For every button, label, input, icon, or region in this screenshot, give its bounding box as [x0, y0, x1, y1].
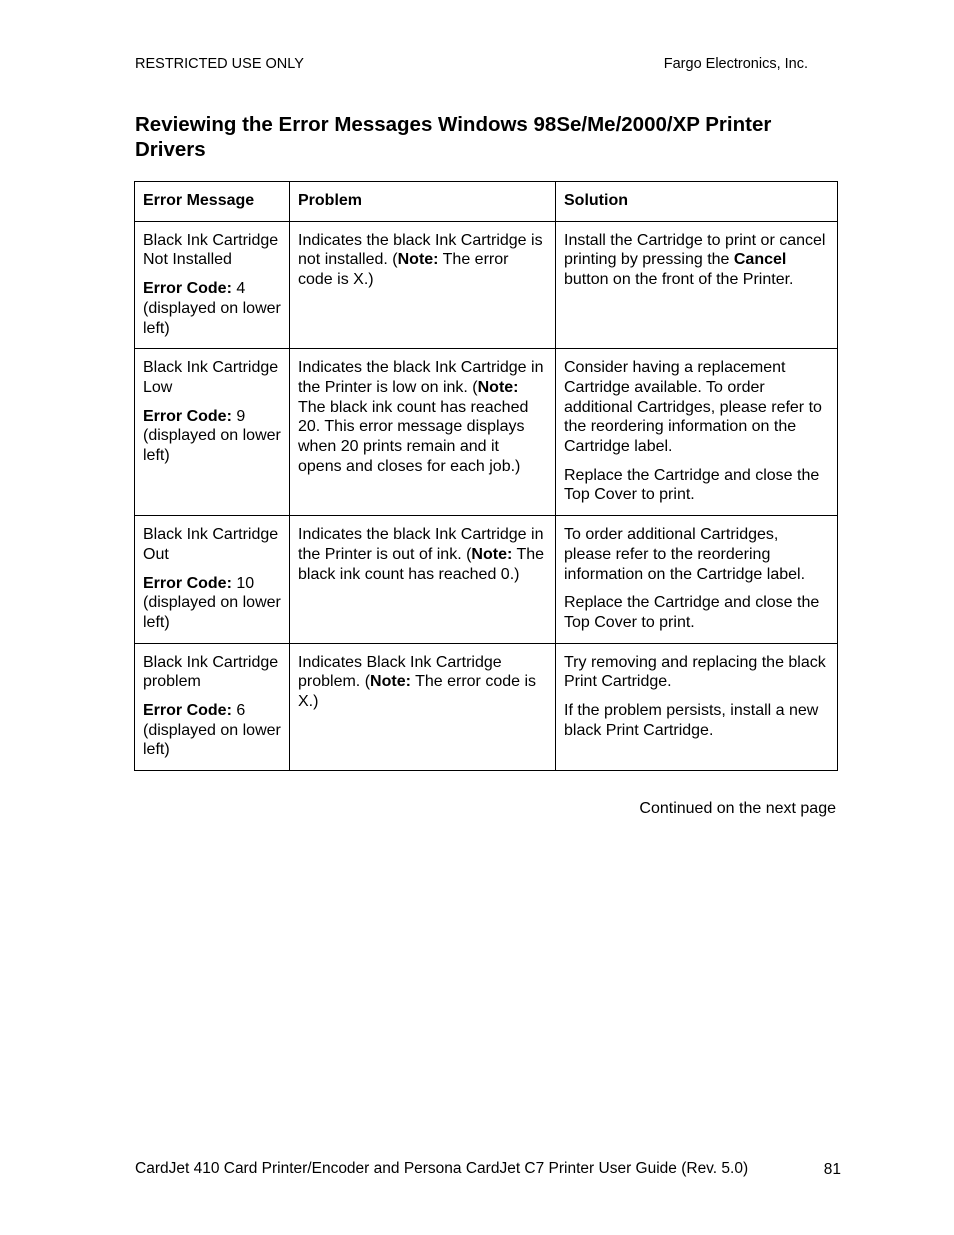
solution-paragraph: Replace the Cartridge and close the Top Cover to print.: [564, 466, 820, 504]
error-code: [143, 574, 281, 633]
error-code-value: 6 (displayed on lower left): [143, 702, 281, 759]
error-message-cell: [135, 221, 290, 349]
error-message-cell: [135, 349, 290, 516]
error-message-text: Black Ink Cartridge Out: [143, 526, 279, 563]
table-header-row: [135, 182, 838, 222]
problem-text: Indicates the black Ink Cartridge in the Printer is out of ink. (: [298, 526, 544, 563]
solution-cell: [556, 221, 838, 349]
problem-note-text: The black ink count has reached 0.): [298, 545, 545, 583]
error-messages-table: [134, 181, 838, 771]
solution-paragraph: If the problem persists, install a new black Print Cartridge.: [564, 702, 819, 739]
solution-text-end: button on the front of the Printer.: [564, 271, 794, 289]
error-code: [143, 279, 281, 338]
problem-note-text: The error code is X.): [298, 673, 537, 711]
table-row: [135, 643, 838, 771]
problem-cell: [290, 221, 556, 349]
error-code-label: Error Code:: [143, 702, 232, 720]
problem-note-text: The black ink count has reached 20. This error message displays when 20 prints remain and it opens and closes for each job.): [298, 398, 529, 475]
error-code-value: 4 (displayed on lower left): [143, 280, 281, 337]
problem-cell: [290, 349, 556, 516]
table-row: [135, 221, 838, 349]
solution-cell: [556, 643, 838, 771]
note-label: Note:: [397, 251, 439, 269]
solution-paragraph: Replace the Cartridge and close the Top Cover to print.: [564, 594, 820, 631]
solution-paragraph: Consider having a replacement Cartridge available. To order additional Cartridges, please refer to the reordering information on the Cartridge label.: [564, 359, 822, 456]
continued-note: Continued on the next page: [639, 800, 836, 817]
problem-text: Indicates the black Ink Cartridge is not installed. (: [298, 231, 543, 269]
page-title: Reviewing the Error Messages Windows 98Se/Me/2000/XP Printer Drivers: [135, 113, 772, 161]
error-code-label: Error Code:: [143, 280, 232, 298]
solution-cell: [556, 349, 838, 516]
problem-note-text: The error code is X.): [298, 251, 509, 289]
error-message-text: Black Ink Cartridge problem: [143, 653, 279, 691]
table-row: [135, 349, 838, 516]
page-number: 81: [823, 1161, 841, 1178]
problem-text: Indicates Black Ink Cartridge problem. (: [298, 653, 502, 691]
footer-document-title: CardJet 410 Card Printer/Encoder and Persona CardJet C7 Printer User Guide (Rev. 5.0): [135, 1160, 749, 1177]
error-message-text: Black Ink Cartridge Low: [143, 359, 279, 396]
error-code-value: 10 (displayed on lower left): [143, 574, 281, 631]
problem-cell: [290, 643, 556, 771]
error-code-value: 9 (displayed on lower left): [143, 407, 281, 465]
problem-cell: [290, 516, 556, 644]
error-code-label: Error Code:: [143, 574, 232, 592]
cancel-button-reference: Cancel: [733, 251, 787, 269]
column-header-problem: Problem: [290, 182, 556, 222]
column-header-error-message: Error Message: [135, 182, 290, 222]
error-code: [143, 407, 281, 466]
note-label: Note:: [477, 378, 519, 396]
solution-cell: [556, 516, 838, 644]
problem-text: Indicates the black Ink Cartridge in the Printer is low on ink. (: [298, 359, 544, 396]
header-company-name: Fargo Electronics, Inc.: [663, 56, 808, 72]
solution-paragraph: Try removing and replacing the black Print Cartridge.: [564, 653, 826, 691]
error-code: [143, 701, 281, 760]
table-row: [135, 516, 838, 644]
error-message-text: Black Ink Cartridge Not Installed: [143, 231, 279, 269]
column-header-solution: Solution: [556, 182, 838, 222]
header-restricted-label: RESTRICTED USE ONLY: [135, 56, 304, 72]
note-label: Note:: [471, 545, 513, 563]
solution-text: Install the Cartridge to print or cancel printing by pressing the: [564, 231, 826, 269]
error-message-cell: [135, 516, 290, 644]
note-label: Note:: [370, 673, 411, 691]
solution-paragraph: To order additional Cartridges, please refer to the reordering information on the Cartridge label.: [564, 526, 806, 583]
error-code-label: Error Code:: [143, 407, 232, 425]
error-message-cell: [135, 643, 290, 771]
